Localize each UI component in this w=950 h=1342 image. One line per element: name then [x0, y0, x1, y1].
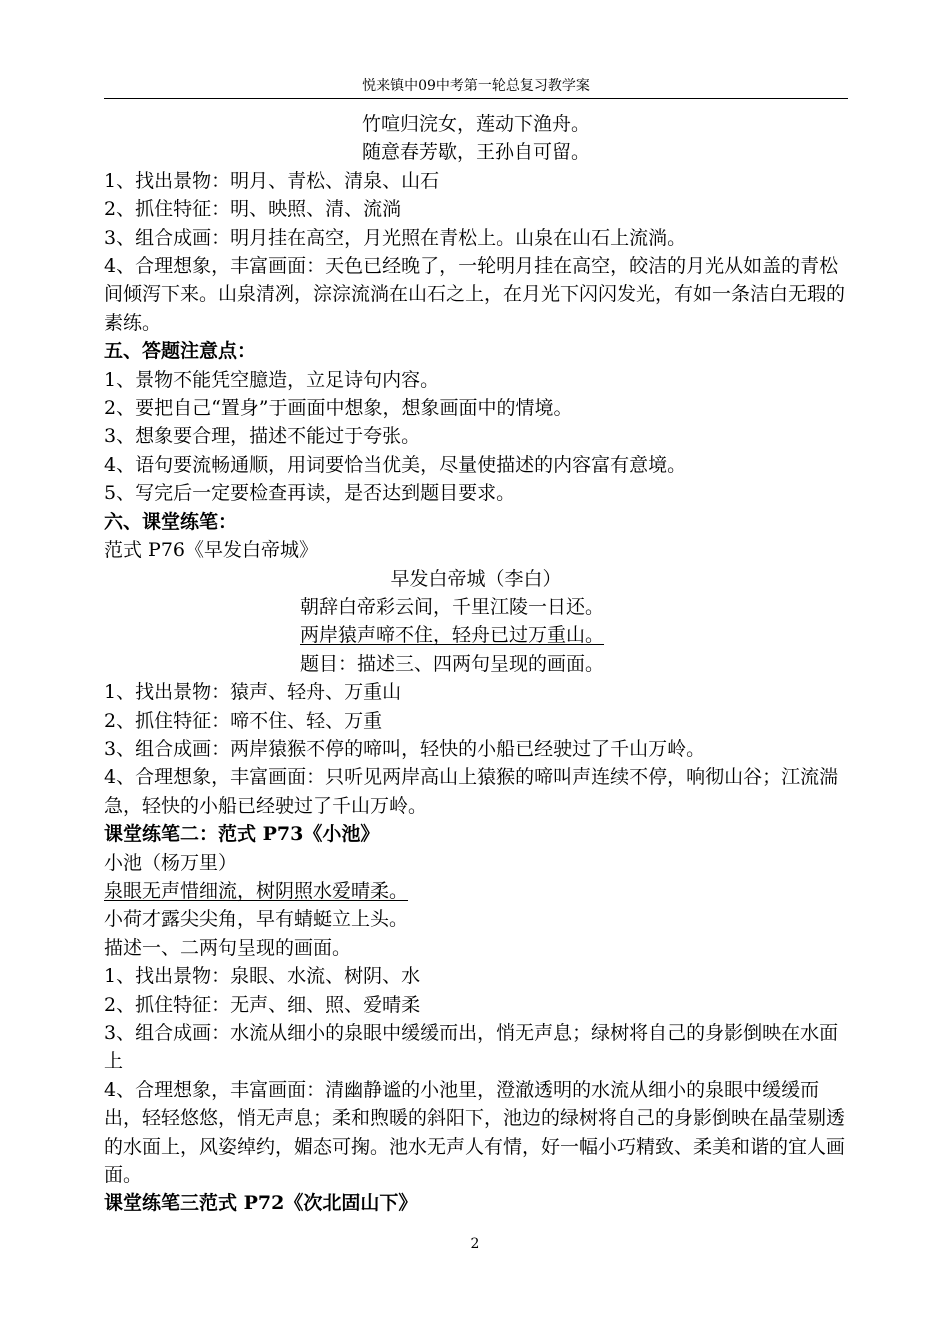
- step-item: 1、找出景物：泉眼、水流、树阴、水: [104, 965, 421, 988]
- underlined-text: 泉眼无声惜细流，树阴照水爱晴柔。: [104, 879, 409, 902]
- section-heading: 课堂练笔三范式 P72《次北固山下》: [104, 1192, 418, 1215]
- list-item: 2、要把自己“置身”于画面中想象，想象画面中的情境。: [104, 397, 573, 420]
- step-item: 4、合理想象，丰富画面：清幽静谧的小池里，澄澈透明的水流从细小的泉眼中缓缓而出，轻轻悠悠，悄无声息；柔和煦暖的斜阳下，池边的绿树将自己的身影倒映在晶莹剔透的水面上，风姿绰约，媚态可掬。池水无声人有情，好一幅小巧精致、柔美和谐的宜人画面。: [104, 1078, 846, 1187]
- poem-line-underlined: [104, 621, 848, 649]
- page-header: 悦来镇中09中考第一轮总复习教学案: [104, 76, 848, 99]
- step-item: 4、合理想象，丰富画面：只听见两岸高山上猿猴的啼叫声连续不停，响彻山谷；江流湍急，轻快的小船已经驶过了千山万岭。: [104, 766, 839, 817]
- question: 题目：描述三、四两句呈现的画面。: [300, 652, 605, 675]
- list-item: 5、写完后一定要检查再读，是否达到题目要求。: [104, 482, 516, 505]
- poem-line-underlined: [104, 877, 848, 905]
- section-heading: 六、课堂练笔：: [104, 510, 238, 533]
- document-body: [104, 110, 848, 1218]
- example-reference: 范式 P76《早发白帝城》: [104, 539, 319, 562]
- step-item: 3、组合成画：两岸猿猴不停的啼叫，轻快的小船已经驶过了千山万岭。: [104, 737, 706, 760]
- list-item: 3、想象要合理，描述不能过于夸张。: [104, 425, 421, 448]
- page-number: 2: [470, 1236, 480, 1252]
- step-item: 2、抓住特征：明、映照、清、流淌: [104, 198, 402, 221]
- step-item: 1、找出景物：明月、青松、清泉、山石: [104, 169, 440, 192]
- section-heading: 课堂练笔二：范式 P73《小池》: [104, 823, 380, 846]
- step-item: 3、组合成画：水流从细小的泉眼中缓缓而出，悄无声息；绿树将自己的身影倒映在水面上: [104, 1022, 839, 1073]
- poem-line: 竹喧归浣女，莲动下渔舟。: [361, 113, 590, 135]
- list-item: 1、景物不能凭空臆造，立足诗句内容。: [104, 368, 440, 391]
- step-item: 4、合理想象，丰富画面：天色已经晚了，一轮明月挂在高空，皎洁的月光从如盖的青松间倾泻下来。山泉清冽，淙淙流淌在山石之上，在月光下闪闪发光，有如一条洁白无瑕的素练。: [104, 255, 846, 334]
- poem-line: 小荷才露尖尖角，早有蜻蜓立上头。: [104, 908, 409, 931]
- underlined-text: 两岸猿声啼不住，轻舟已过万重山。: [300, 624, 605, 647]
- poem-line: 朝辞白帝彩云间，千里江陵一日还。: [300, 595, 605, 618]
- section-heading: 五、答题注意点：: [104, 340, 257, 363]
- step-item: 1、找出景物：猿声、轻舟、万重山: [104, 681, 402, 704]
- step-item: 3、组合成画：明月挂在高空，月光照在青松上。山泉在山石上流淌。: [104, 226, 687, 249]
- poem-line: 随意春芳歇，王孙自可留。: [361, 141, 590, 164]
- poem-title: 小池（杨万里）: [104, 851, 238, 874]
- question: 描述一、二两句呈现的画面。: [104, 936, 352, 959]
- step-item: 2、抓住特征：啼不住、轻、万重: [104, 709, 383, 732]
- step-item: 2、抓住特征：无声、细、照、爱晴柔: [104, 993, 421, 1016]
- list-item: 4、语句要流畅通顺，用词要恰当优美，尽量使描述的内容富有意境。: [104, 453, 687, 476]
- poem-title: 早发白帝城（李白）: [390, 567, 562, 590]
